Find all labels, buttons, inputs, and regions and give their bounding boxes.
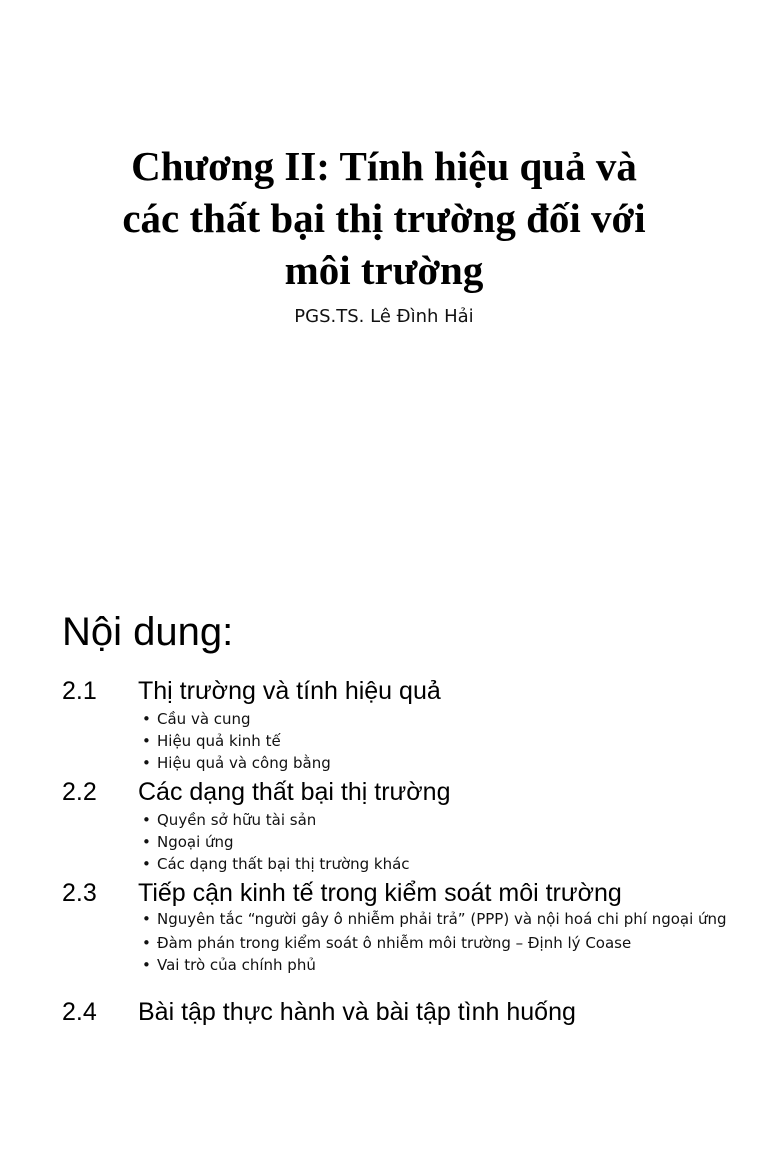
contents-heading: Nội dung: bbox=[62, 610, 234, 654]
section-number: 2.3 bbox=[62, 879, 97, 907]
section-2-4 bbox=[62, 997, 752, 1027]
section-header bbox=[62, 878, 752, 908]
section-title: Tiếp cận kinh tế trong kiểm soát môi trường bbox=[138, 879, 622, 907]
author-subtitle: PGS.TS. Lê Đình Hải bbox=[294, 306, 474, 327]
title-line: môi trường bbox=[284, 247, 484, 293]
section-number: 2.1 bbox=[62, 677, 97, 705]
bullet-list bbox=[62, 809, 752, 875]
contents-slide bbox=[0, 576, 768, 1152]
bullet-item: • Cầu và cung bbox=[142, 708, 752, 730]
bullet-item: • Ngoại ứng bbox=[142, 831, 752, 853]
section-2-3 bbox=[62, 878, 752, 976]
slide-title bbox=[40, 140, 728, 296]
section-title: Thị trường và tính hiệu quả bbox=[138, 677, 441, 705]
bullet-item: • Quyền sở hữu tài sản bbox=[142, 809, 752, 831]
bullet-list bbox=[62, 910, 752, 976]
section-header bbox=[62, 997, 752, 1027]
bullet-item: • Nguyên tắc “người gây ô nhiễm phải trả” (PPP) và nội hoá chi phí ngoại ứng bbox=[142, 910, 752, 929]
section-2-1 bbox=[62, 676, 752, 774]
section-2-2 bbox=[62, 777, 752, 875]
section-number: 2.2 bbox=[62, 778, 97, 806]
bullet-item: • Hiệu quả kinh tế bbox=[142, 730, 752, 752]
section-title: Bài tập thực hành và bài tập tình huống bbox=[138, 998, 576, 1026]
bullet-item: • Vai trò của chính phủ bbox=[142, 954, 752, 976]
bullet-list bbox=[62, 708, 752, 774]
bullet-item: • Các dạng thất bại thị trường khác bbox=[142, 853, 752, 875]
section-number: 2.4 bbox=[62, 998, 97, 1026]
title-line: Chương II: Tính hiệu quả và bbox=[131, 143, 637, 189]
bullet-item: • Đàm phán trong kiểm soát ô nhiễm môi trường – Định lý Coase bbox=[142, 932, 752, 954]
bullet-item: • Hiệu quả và công bằng bbox=[142, 752, 752, 774]
section-title: Các dạng thất bại thị trường bbox=[138, 778, 451, 806]
section-header bbox=[62, 777, 752, 807]
title-line: các thất bại thị trường đối với bbox=[122, 195, 646, 241]
section-header bbox=[62, 676, 752, 706]
